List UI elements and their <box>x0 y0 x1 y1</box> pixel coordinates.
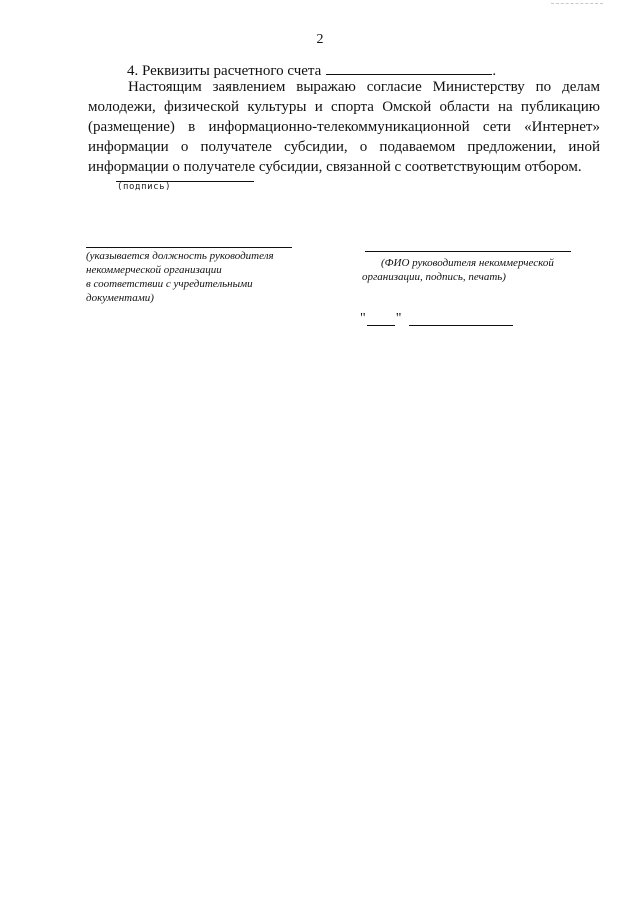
account-details-terminator: . <box>492 63 497 79</box>
scan-corner-mark <box>551 3 603 4</box>
account-details-label: 4. Реквизиты расчетного счета <box>127 63 322 79</box>
consent-paragraph: Настоящим заявлением выражаю согласие Министерству по делам молодежи, физической культуры и спорта Омской области на публикацию (размещение) в информационно-телекоммуникационной сети «Интернет» информации о получателе субсидии, о подаваемом предложении, иной информации о получателе субсидии, связанной с соответствующим отбором. <box>88 79 600 175</box>
date-field <box>360 311 513 327</box>
position-caption <box>86 249 274 305</box>
position-caption-line2: некоммерческой организации <box>86 264 222 276</box>
position-line <box>86 247 292 248</box>
position-caption-line3: в соответствии с учредительными <box>86 278 253 290</box>
director-name-line <box>365 251 571 252</box>
date-open-quote: " <box>360 311 366 326</box>
page-number: 2 <box>316 32 324 47</box>
account-details-blank <box>326 60 492 75</box>
date-month-blank <box>409 311 513 326</box>
director-caption-line1: (ФИО руководителя некоммерческой <box>381 257 554 269</box>
signature-caption: (подпись) <box>117 182 172 192</box>
position-caption-line4: документами) <box>86 292 154 304</box>
position-caption-line1: (указывается должность руководителя <box>86 250 274 262</box>
date-close-quote: " <box>395 311 402 326</box>
date-day-blank <box>367 311 395 326</box>
director-caption <box>362 256 554 284</box>
director-caption-line2: организации, подпись, печать) <box>362 271 506 283</box>
